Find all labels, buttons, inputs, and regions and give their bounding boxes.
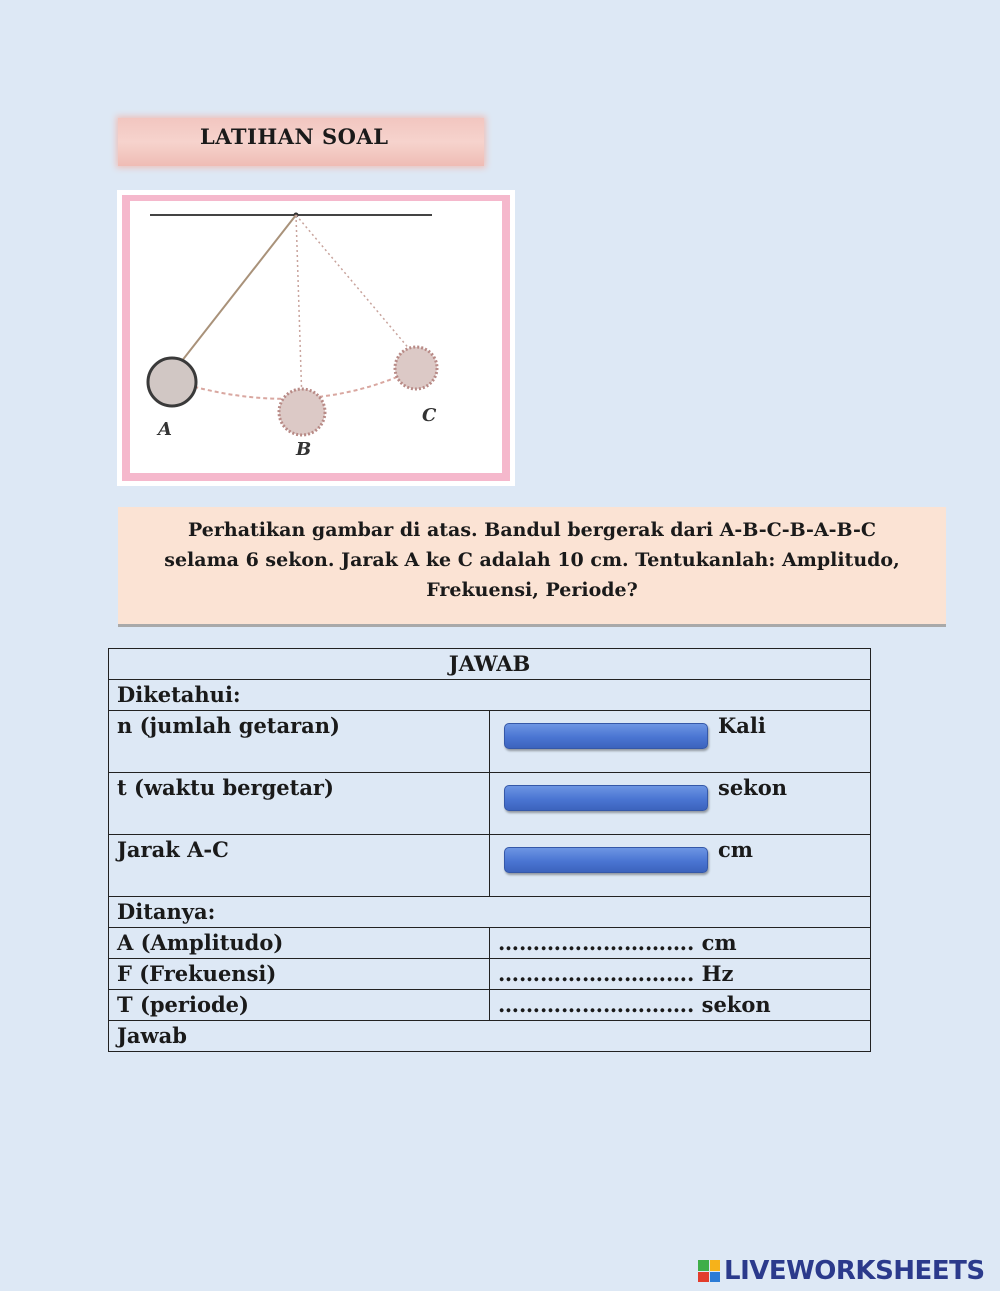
asked-label-period: T (periode) (109, 990, 490, 1021)
asked-label-frequency: F (Frekuensi) (109, 959, 490, 990)
known-heading: Diketahui: (109, 680, 871, 711)
table-header: JAWAB (109, 649, 871, 680)
liveworksheets-brand (698, 1256, 985, 1286)
known-value-cell (490, 835, 871, 897)
table-header-row (109, 649, 871, 680)
brand-text: LIVEWORKSHEETS (724, 1256, 985, 1286)
label-c: C (422, 405, 437, 426)
table-row (109, 711, 871, 773)
table-row (109, 959, 871, 990)
pendulum-figure (117, 190, 515, 486)
asked-answer-amplitude: ………………………. cm (490, 928, 871, 959)
answer-table (108, 648, 871, 1052)
answer-input-t[interactable] (504, 785, 708, 811)
table-row (109, 990, 871, 1021)
asked-heading: Ditanya: (109, 897, 871, 928)
answer-input-n[interactable] (504, 723, 708, 749)
bob-b (279, 389, 325, 435)
pendulum-diagram (130, 201, 502, 473)
answer-heading: Jawab (109, 1021, 871, 1052)
unit-label: sekon (718, 775, 788, 800)
known-value-cell (490, 773, 871, 835)
question-box (118, 507, 946, 627)
asked-answer-period: ………………………. sekon (490, 990, 871, 1021)
unit-label: cm (718, 837, 754, 862)
known-heading-row (109, 680, 871, 711)
bob-c (395, 347, 437, 389)
label-b: B (296, 439, 312, 460)
known-label-n: n (jumlah getaran) (109, 711, 490, 773)
answer-input-distance[interactable] (504, 847, 708, 873)
question-text: Perhatikan gambar di atas. Bandul bergerak dari A-B-C-B-A-B-C selama 6 sekon. Jarak A ke C adalah 10 cm. Tentukanlah: Amplitudo, Frekuensi, Periode? (164, 519, 900, 601)
label-a: A (158, 419, 172, 440)
unit-label: Kali (718, 713, 766, 738)
asked-heading-row (109, 897, 871, 928)
diagram-background (130, 201, 502, 473)
answer-heading-row (109, 1021, 871, 1052)
asked-answer-frequency: ………………………. Hz (490, 959, 871, 990)
table-row (109, 835, 871, 897)
known-value-cell (490, 711, 871, 773)
bob-a (148, 358, 196, 406)
table-row (109, 928, 871, 959)
title-banner (118, 118, 484, 166)
liveworksheets-logo-icon (698, 1260, 720, 1282)
worksheet-title: LATIHAN SOAL (200, 124, 389, 149)
table-row (109, 773, 871, 835)
known-label-t: t (waktu bergetar) (109, 773, 490, 835)
asked-label-amplitude: A (Amplitudo) (109, 928, 490, 959)
known-label-distance: Jarak A-C (109, 835, 490, 897)
